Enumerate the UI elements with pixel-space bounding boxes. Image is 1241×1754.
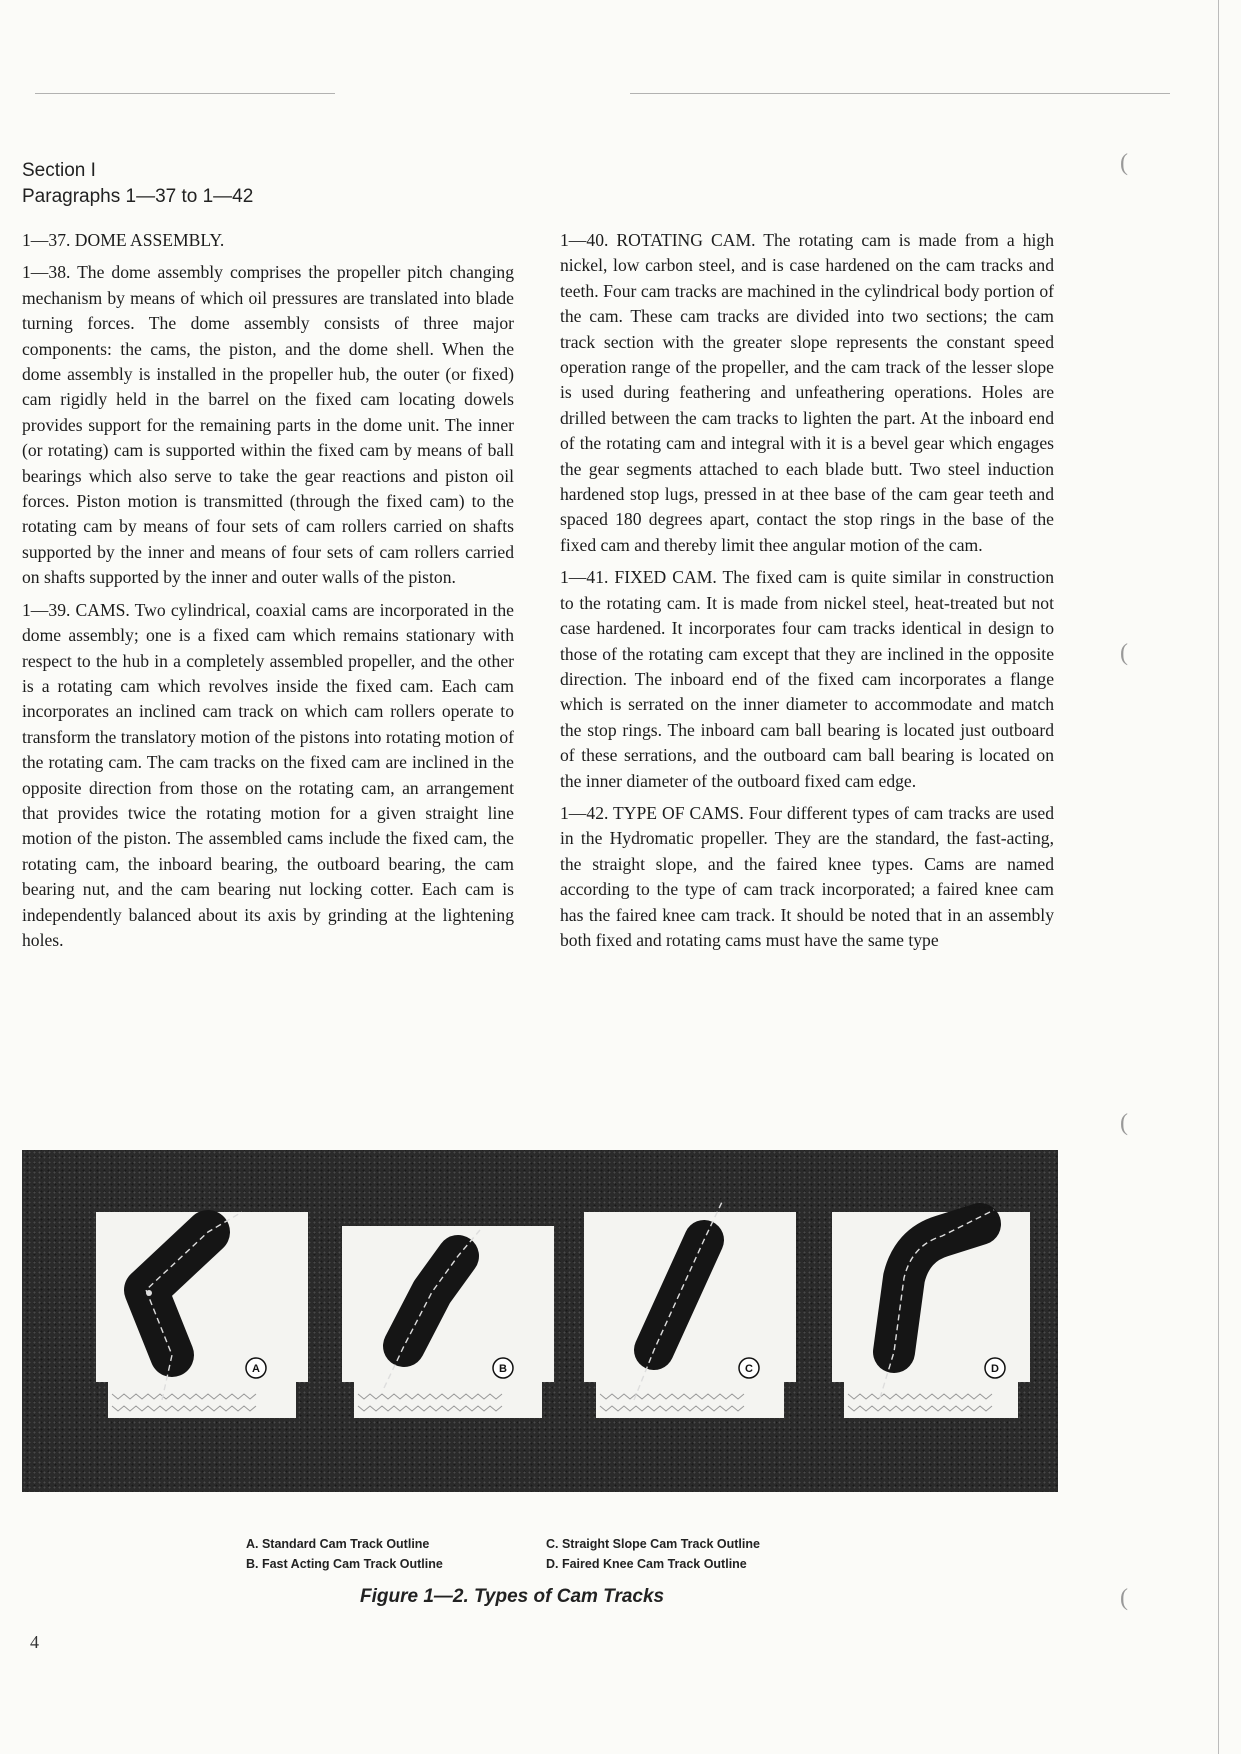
margin-mark-4: ( [1120,1585,1128,1611]
paragraph-1-38: 1—38. The dome assembly comprises the propeller pitch changing mechanism by means of which oil pressures are translated into blade turning forces. The dome assembly consists of three major components: the cams, the piston, and the dome shell. When the dome assembly is installed in the propeller hub, the outer (or fixed) cam rigidly held in the barrel on the fixed cam locating dowels provides support for the remaining parts in the dome unit. The inner (or rotating) cam is supported within the fixed cam by means of ball bearings which also serve to take the gear reactions and piston oil forces. Piston motion is transmitted (through the fixed cam) to the rotating cam by means of four sets of cam rollers carried on shafts supported by the inner and means of four sets of cam rollers carried on shafts supported by the inner and outer walls of the piston. [22,262,514,588]
legend-b: B. Fast Acting Cam Track Outline [246,1557,443,1571]
legend-d: D. Faired Knee Cam Track Outline [546,1557,747,1571]
paragraph-range: Paragraphs 1—37 to 1—42 [22,186,254,207]
panel-a-label: A [252,1363,260,1375]
panel-d-label: D [991,1363,999,1375]
top-rule-right [630,93,1170,94]
panel-b [342,1226,554,1418]
figure-title: Figure 1—2. Types of Cam Tracks [360,1586,665,1607]
cam-tracks-figure [22,1150,1058,1492]
figure-legend-right [546,1534,760,1574]
left-column [22,228,514,960]
section-label: Section I [22,160,96,181]
legend-c: C. Straight Slope Cam Track Outline [546,1537,760,1551]
paragraph-1-42: 1—42. TYPE OF CAMS. Four different types of cam tracks are used in the Hydromatic propeller. They are the standard, the fast-acting, the straight slope, and the faired knee types. Cams are named according to the type of cam track incorporated; a faired knee cam has the faired knee cam track. It should be noted that in an assembly both fixed and rotating cams must have the same type [560,802,1054,950]
paragraph-1-41: 1—41. FIXED CAM. The fixed cam is quite similar in construction to the rotating cam. It is made from nickel steel, heat-treated but not case hardened. It incorporates four cam tracks identical in design to those of the rotating cam except that they are inclined in the opposite direction. The inboard end of the fixed cam incorporates a flange which is serrated on the inner diameter to accommodate and match the stop rings. The inboard cam ball bearing is located just outboard of these serrations, and the outboard cam ball bearing is located on the inner diameter of the outboard fixed cam edge. [560,567,1054,791]
legend-a: A. Standard Cam Track Outline [246,1537,430,1551]
section-header [22,158,253,210]
panel-b-label: B [499,1363,507,1375]
panel-d [832,1210,1030,1418]
panel-c [584,1202,796,1418]
top-rule-left [35,93,335,94]
paragraph-1-39: 1—39. CAMS. Two cylindrical, coaxial cams are incorporated in the dome assembly; one is a fixed cam which remains stationary with respect to the hub in a completely assembled propeller, and the other is a rotating cam which revolves inside the fixed cam. Each cam incorporates an inclined cam track on which cam rollers operate to transform the translatory motion of the pistons into rotating motion of the rotating cam. The cam tracks on the fixed cam are inclined in the opposite direction from those on the rotating cam, an arrangement that provides twice the rotating motion for a given straight line motion of the piston. The assembled cams include the fixed cam, the rotating cam, the inboard bearing, the outboard bearing, the cam bearing nut, and the cam bearing nut locking cotter. Each cam is independently balanced about its axis by grinding at the lightening holes. [22,599,514,950]
paragraph-1-40: 1—40. ROTATING CAM. The rotating cam is made from a high nickel, low carbon steel, and is case hardened on the cam tracks and teeth. Four cam tracks are machined in the cylindrical body portion of the cam. These cam tracks are divided into two sections; the cam track section with the greater slope represents the constant speed operation range of the propeller, and the cam track of the lesser slope is used during feathering and unfeathering operations. Holes are drilled between the cam tracks to lighten the part. At the inboard end of the rotating cam and integral with it is a bevel gear which engages the gear segments attached to each blade butt. Two steel induction hardened stop lugs, pressed in at thee base of the cam gear teeth and spaced 180 degrees apart, contact the stop rings in the base of the fixed cam and thereby limit thee angular motion of the cam. [560,230,1054,555]
page-edge-line [1218,0,1219,1754]
figure-legend-left [246,1534,443,1574]
cam-tracks-illustration [22,1150,1058,1492]
right-column [560,228,1054,960]
page-number: 4 [30,1632,39,1652]
panel-c-label: C [745,1363,753,1375]
heading-1-37: 1—37. DOME ASSEMBLY. [22,230,225,250]
panel-a [96,1212,308,1418]
margin-mark-2: ( [1120,640,1128,666]
margin-mark-3: ( [1120,1110,1128,1136]
margin-mark-1: ( [1120,150,1128,176]
